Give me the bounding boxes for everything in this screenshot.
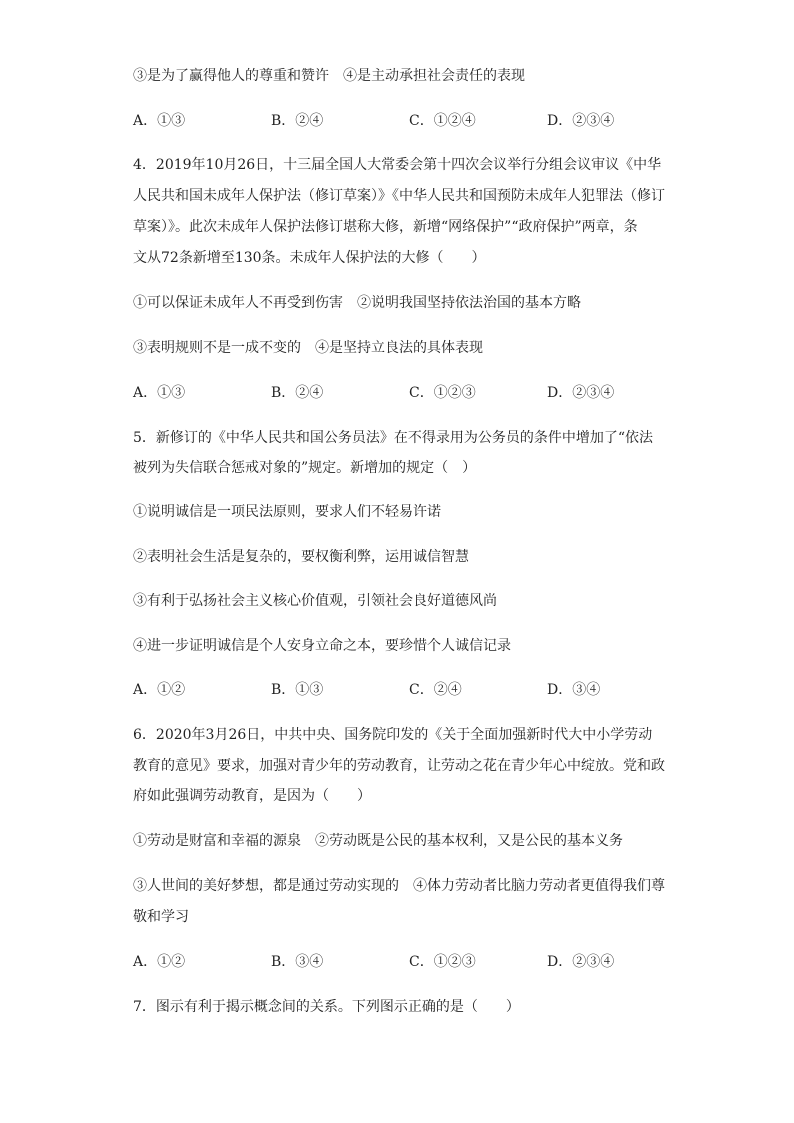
q7-stem-line-1: 7．图示有利于揭示概念间的关系。下列图示正确的是（ ） — [133, 999, 520, 1015]
q5-option-b[interactable]: B．①③ — [271, 682, 324, 698]
q4-options — [133, 383, 693, 403]
q6-statement-line-3: 敬和学习 — [133, 909, 189, 925]
q4-option-b[interactable]: B．②④ — [271, 385, 324, 401]
q5-statement-line-4: ④进一步证明诚信是个人安身立命之本，要珍惜个人诚信记录 — [133, 638, 511, 654]
q6-option-a[interactable]: A．①② — [133, 954, 186, 970]
q5-statement-line-2: ②表明社会生活是复杂的，要权衡利弊，运用诚信智慧 — [133, 549, 469, 565]
q5-statement-line-3: ③有利于弘扬社会主义核心价值观，引领社会良好道德风尚 — [133, 593, 497, 609]
q5-option-a[interactable]: A．①② — [133, 682, 186, 698]
q4-stem-line-3: 草案）》。此次未成年人保护法修订堪称大修，新增“网络保护”“政府保护”两章，条 — [133, 219, 638, 235]
q4-option-a[interactable]: A．①③ — [133, 385, 186, 401]
q3-option-d[interactable]: D．②③④ — [547, 113, 615, 129]
q6-option-c[interactable]: C．①②③ — [409, 954, 476, 970]
q5-stem-line-2: 被列为失信联合惩戒对象的”规定。新增加的规定（ ） — [133, 460, 477, 476]
q3-option-c[interactable]: C．①②④ — [409, 113, 476, 129]
q6-statement-line-1: ①劳动是财富和幸福的源泉 ②劳动既是公民的基本权利，又是公民的基本义务 — [133, 833, 623, 849]
q5-options — [133, 680, 693, 700]
q3-option-a[interactable]: A．①③ — [133, 113, 186, 129]
q5-statement-line-1: ①说明诚信是一项民法原则，要求人们不轻易许诺 — [133, 504, 441, 520]
q4-stem-line-4: 文从72条新增至130条。未成年人保护法的大修（ ） — [133, 250, 486, 266]
q6-option-b[interactable]: B．③④ — [271, 954, 324, 970]
q4-option-d[interactable]: D．②③④ — [547, 385, 615, 401]
q6-stem-line-1: 6．2020年3月26日，中共中央、国务院印发的《关于全面加强新时代大中小学劳动 — [133, 727, 653, 743]
q6-option-d[interactable]: D．②③④ — [547, 954, 615, 970]
q4-stem-line-1: 4．2019年10月26日，十三届全国人大常委会第十四次会议举行分组会议审议《中华 — [133, 157, 662, 173]
q3-option-b[interactable]: B．②④ — [271, 113, 324, 129]
q4-option-c[interactable]: C．①②③ — [409, 385, 476, 401]
q5-option-c[interactable]: C．②④ — [409, 682, 462, 698]
q5-option-d[interactable]: D．③④ — [547, 682, 601, 698]
q6-stem-line-3: 府如此强调劳动教育，是因为（ ） — [133, 788, 371, 804]
q6-statement-line-2: ③人世间的美好梦想，都是通过劳动实现的 ④体力劳动者比脑力劳动者更值得我们尊 — [133, 878, 665, 894]
q3-statement-line: ③是为了赢得他人的尊重和赞许 ④是主动承担社会责任的表现 — [133, 68, 525, 84]
q4-stem-line-2: 人民共和国未成年人保护法（修订草案）》《中华人民共和国预防未成年人犯罪法（修订 — [133, 188, 665, 204]
q5-stem-line-1: 5．新修订的《中华人民共和国公务员法》在不得录用为公务员的条件中增加了“依法 — [133, 430, 654, 446]
q3-options — [133, 111, 693, 131]
q4-statement-line-2: ③表明规则不是一成不变的 ④是坚持立良法的具体表现 — [133, 340, 483, 356]
q6-options — [133, 952, 693, 972]
q6-stem-line-2: 教育的意见》要求，加强对青少年的劳动教育，让劳动之花在青少年心中绽放。党和政 — [133, 758, 665, 774]
q4-statement-line-1: ①可以保证未成年人不再受到伤害 ②说明我国坚持依法治国的基本方略 — [133, 295, 581, 311]
